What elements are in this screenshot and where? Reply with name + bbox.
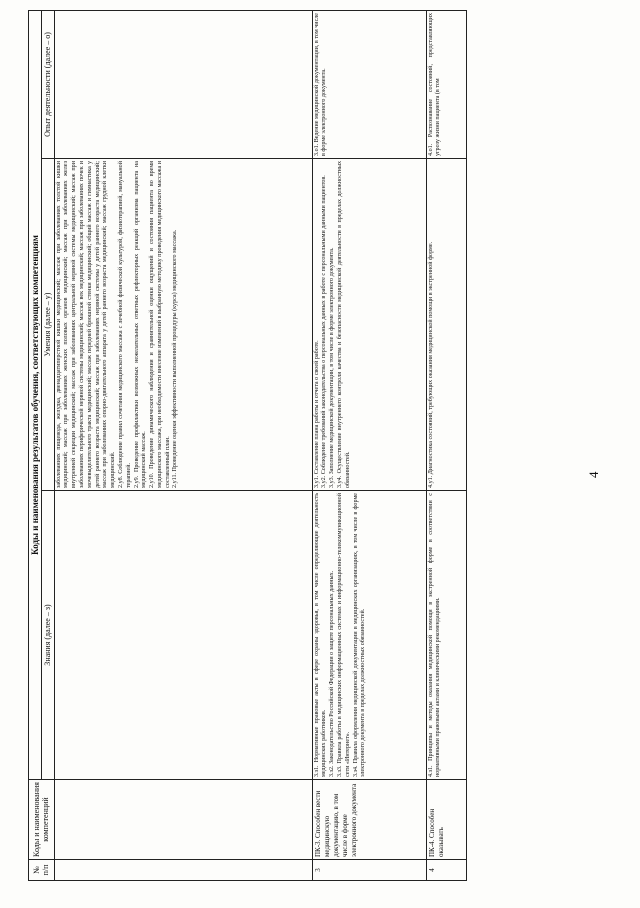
skill-item: 2.у10. Проведение динамического наблюдения и сравнительной оценки ощущений и состояния пациента во время медицинского массажа, при необходимости внесение изменений в выбранную методику проведения медицинского массажа и составленный план. [149,160,171,488]
experience-cell: 4.о1. Распознавание состояний, представляющих угрозу жизни пациента (в том [426,10,466,158]
skills-cell [426,159,466,491]
skills-cell [54,159,312,491]
knowledge-item: 3.з3. Правила работы в медицинских информационных системах и информационно-телекоммуникационной сети «Интернет». [336,493,351,777]
knowledge-item: 3.з2. Законодательство Российской Федерации о защите персональных данных. [329,570,336,777]
skill-item: 3.у3. Заполнение медицинской документации, в том числе в форме электронного документа. [329,247,336,488]
header-row-1 [29,10,42,880]
table-row [54,10,312,880]
knowledge-cell [312,491,426,780]
header-codes: Коды и наименования компетенций [29,780,55,860]
skill-item: заболеваниях пищевода, желудка, двенадцатиперстной кишки медицинский; массаж при заболеваниях толстой кишки медицинский; массаж при заболеваниях женских половых органов медицинский; массаж при заболеваниях желез внутренней секреции медицинский; массаж при заболеваниях центральной нервной системы медицинский; массаж при заболеваниях периферической нервной системы медицинский; массаж век медицинский; массаж при заболеваниях почек и мочевыделительного тракта медицинский; массаж передней брюшной стенки медицинский; общий массаж и гимнастика у детей раннего возраста медицинский; массаж при заболеваниях нервной системы у детей раннего возраста медицинский; массаж при заболеваниях опорно-двигательного аппарата у детей раннего возраста медицинский; массаж грудной клетки медицинский. [55,161,117,488]
competence-cell: ПК-4. Способен оказывать [426,780,466,860]
row-number: 4 [426,860,466,881]
experience-cell: 3.о1. Ведение медицинской документации, в том числе в форме электронного документа. [312,10,426,158]
skill-item: 2.у11. Проведение оценки эффективности выполненной процедуры (курса) медицинского массажа. [172,229,179,488]
experience-cell [54,10,312,158]
skill-item: 4.у1. Диагностика состояний, требующих оказания медицинской помощи в экстренной форме. [427,241,434,488]
header-group: Коды и наименования результатов обучения, соответствующих компетенциям [29,10,42,779]
header-knowledge: Знания (далее – з) [42,491,54,780]
page-number: 4 [586,471,601,478]
skills-cell [312,159,426,491]
competence-cell [54,780,312,860]
skill-item: 2.у9. Проведение профилактики возможных нежелательных ответных рефлекторных реакций организма пациента на медицинский массаж. [133,161,148,488]
table-row [426,10,466,880]
header-row-2 [42,10,54,880]
skill-item: 3.у4. Осуществление внутреннего контроля качества и безопасности медицинской деятельности в пределах должностных обязанностей. [336,161,351,488]
knowledge-item: 3.з4. Правила оформления медицинской документации в медицинских организациях, в том числе в форме электронного документа в пределах должностных обязанностей. [352,493,367,777]
skill-item: 2.у8. Соблюдение правил сочетания медицинского массажа с лечебной физической культурой, физиотерапией, мануальной терапией. [117,161,132,488]
header-experience: Опыт деятельности (далее – о) [42,10,54,158]
knowledge-item: 3.з1. Нормативные правовые акты в сфере охраны здоровья, в том числе определяющие деятельность медицинских работников. [313,493,328,777]
header-num: № п/п [29,860,55,881]
competence-table [28,10,467,881]
knowledge-item: 4.з1. Принципы и методы оказания медицинской помощи в экстренной форме в соответствии с нормативными правовыми актами и клиническими рекомендациями. [427,493,442,777]
competence-cell: ПК-3. Способен вести медицинскую документацию, в том числе в форме электронного документа [312,780,426,860]
row-number [54,860,312,881]
knowledge-cell [54,491,312,780]
skill-item: 3.у1. Составление плана работы и отчета о своей работе. [313,340,320,488]
knowledge-cell [426,491,466,780]
row-number: 3 [312,860,426,881]
table-row [312,10,426,880]
header-skills: Умения (далее – у) [42,159,54,491]
skill-item: 3.у2. Соблюдение требований законодательства о персональных данных в работе с персональными данными пациентов. [321,175,328,488]
